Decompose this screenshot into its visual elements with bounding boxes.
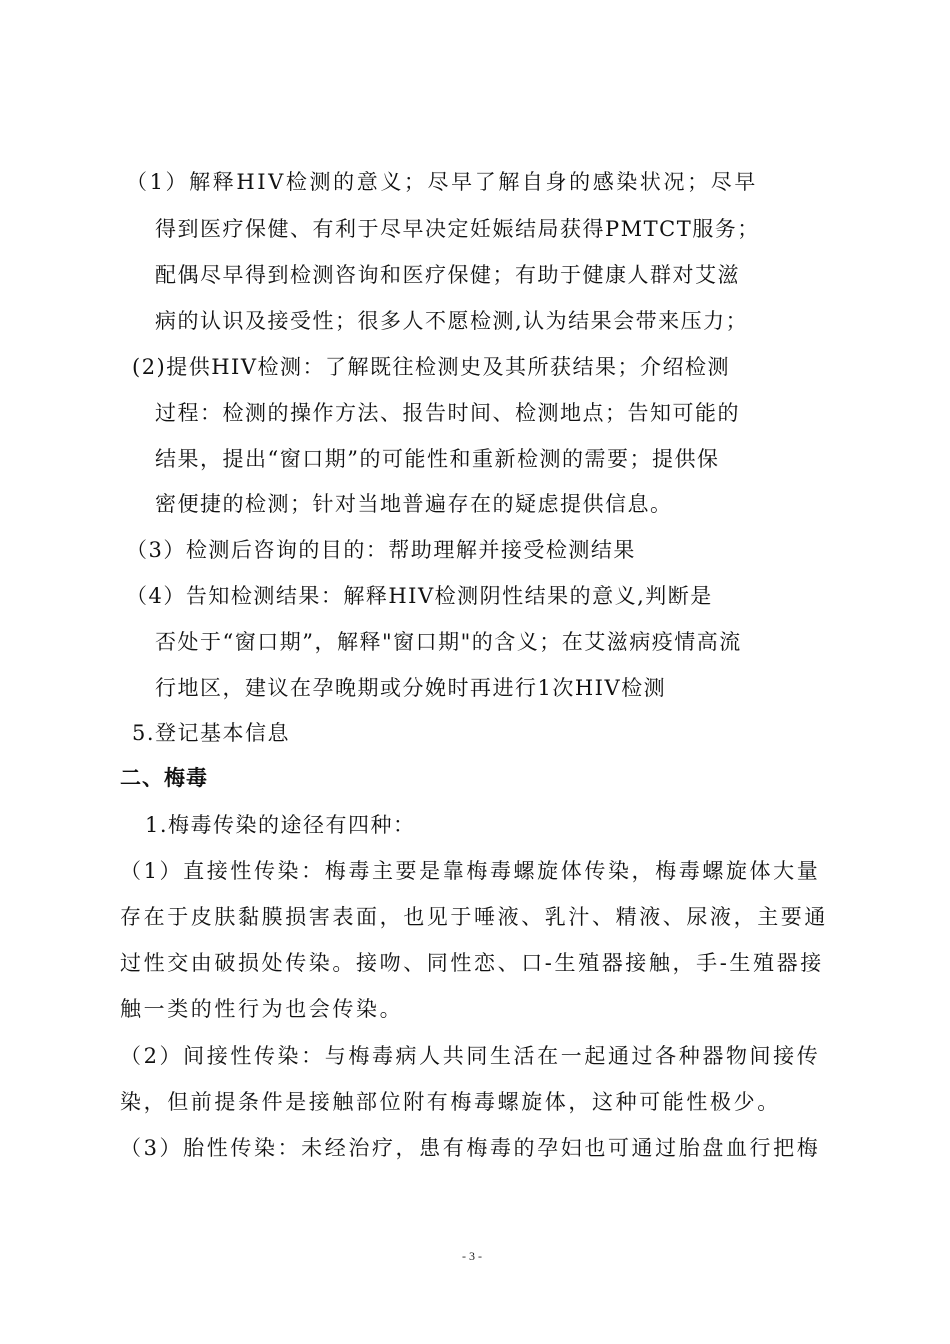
p3-line1: （3）胎性传染：未经治疗，患有梅毒的孕妇也可通过胎盘血行把梅 [120,1136,821,1160]
item2-line4: 密便捷的检测；针对当地普遍存在的疑虑提供信息。 [155,492,673,516]
item1-line3: 配偶尽早得到检测咨询和医疗保健；有助于健康人群对艾滋 [155,263,740,287]
p1-line4: 触一类的性行为也会传染。 [120,997,404,1021]
page-number: - 3 - [462,1249,482,1263]
p2-line2: 染，但前提条件是接触部位附有梅毒螺旋体，这种可能性极少。 [120,1090,781,1114]
item4-line1: （4）告知检测结果：解释HIV检测阴性结果的意义,判断是 [126,584,713,608]
item2-line3: 结果，提出“窗口期”的可能性和重新检测的需要；提供保 [155,447,720,471]
item1-line1: （1）解释HIV检测的意义；尽早了解自身的感染状况；尽早 [126,170,758,194]
p1-line2: 存在于皮肤黏膜损害表面，也见于唾液、乳汁、精液、尿液，主要通 [120,905,828,929]
item5-line: 5.登记基本信息 [132,721,291,745]
item1-line2: 得到医疗保健、有利于尽早决定妊娠结局获得PMTCT服务； [155,217,760,241]
item2-line2: 过程：检测的操作方法、报告时间、检测地点；告知可能的 [155,401,740,425]
section-heading-syphilis: 二、梅毒 [120,766,208,790]
item4-line2: 否处于“窗口期”，解释"窗口期"的含义；在艾滋病疫情高流 [155,630,742,654]
syphilis-intro: 1.梅毒传染的途径有四种： [145,813,416,837]
item4-line3: 行地区，建议在孕晚期或分娩时再进行1次HIV检测 [155,676,667,700]
p2-line1: （2）间接性传染：与梅毒病人共同生活在一起通过各种器物间接传 [120,1044,821,1068]
p1-line3: 过性交由破损处传染。接吻、同性恋、口-生殖器接触，手-生殖器接 [120,951,824,975]
item3-line: （3）检测后咨询的目的：帮助理解并接受检测结果 [126,538,636,562]
item2-line1: (2)提供HIV检测：了解既往检测史及其所获结果；介绍检测 [132,355,731,379]
item1-line4: 病的认识及接受性；很多人不愿检测,认为结果会带来压力； [155,309,749,333]
p1-line1: （1）直接性传染：梅毒主要是靠梅毒螺旋体传染，梅毒螺旋体大量 [120,859,821,883]
